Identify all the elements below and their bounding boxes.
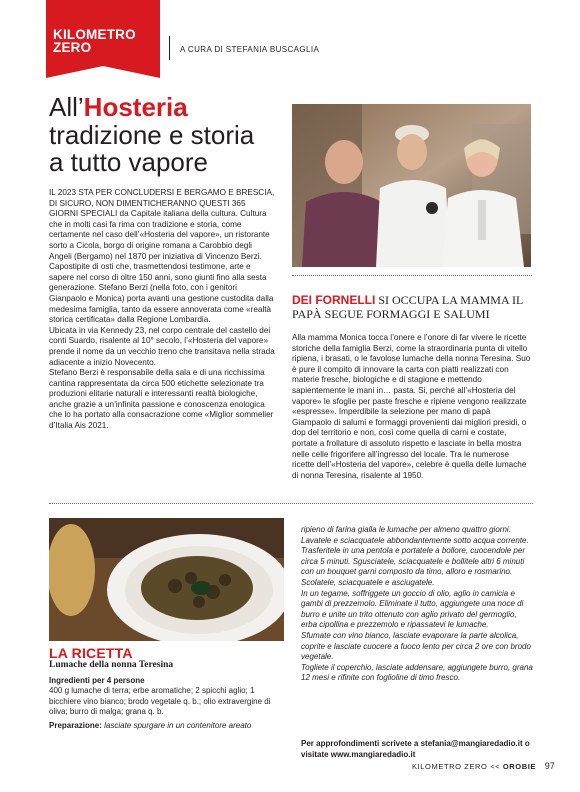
article-left-p1 — [49, 188, 276, 326]
section-tag-notch — [46, 66, 160, 78]
recipe-ingredients — [49, 676, 284, 731]
header-separator — [169, 36, 170, 60]
article-right-p1: Alla mamma Monica tocca l’onere e l’onore di far vivere le ricette storiche della famiglia Berzi, come la straordinaria punta di vitello ripiena, i brasati, o le favolose lumache della nonna Teresina. Suo è pure il compito di innovare la carta con piatti realizzati con materie fresche, biologiche e di stagione e mettendo sapientemente le mani in… pasta. Si, perché all’«Hosteria del vapore» le sfoglie per paste fresche e ripiene vengono realizzate «espresse». Imperdibile la selezione per mano di papà Giampaolo di salumi e formaggi provenienti dai migliori presidi, o dop del territorio e non, così come quella di carni e costate, portate a frollature di assoluto rispetto e lasciate in bella mostra nelle celle frigorifere all’ingresso del locale. Tra le numerose ricette dell’«Hosteria del vapore», celebre è quella delle lumache di nonna Teresina, risalente al 1950. — [292, 333, 531, 480]
subhead-rest: SI OCCUPA LA MAMMA IL PAPÀ SEGUE FORMAGGI E SALUMI — [292, 293, 523, 321]
prep-start-text: lasciate spurgare in un contenitore areato — [101, 720, 252, 730]
page-number: 97 — [544, 761, 555, 771]
section-title-line1: KILOMETRO — [53, 27, 136, 42]
section-title-line2: ZERO — [53, 40, 92, 55]
footer-section: KILOMETRO ZERO — [412, 762, 488, 771]
article-left-p2: Ubicata in via Kennedy 23, nel corpo centrale del castello dei conti Suardo, risalente al 10° secolo, l’«Hosteria del vapore» prende il nome da un vecchio treno che transitava nella strada adiacente a inizio Novecento. — [49, 325, 275, 367]
subhead-accent: DEI FORNELLI — [292, 293, 376, 307]
headline-line2: tradizione e storia — [49, 119, 255, 150]
article-left-p1-text: da Capitale italiana della cultura. Cultura che in molti casi fa rima con tradizione e storia, come certamente nel caso dell’«Hosteria del vapore», un ristorante sorto a Cicola, borgo di origine romana a Carobbio degli Angeli (Bergamo) nel 1870 per iniziativa di Vincenzo Berzi. Capostipite di osti che, trasmettendosi testimone, arte e sapere nel corso di oltre 150 anni, sono giunti fino alla sesta generazione. Stefano Berzi (nella foto, con i genitori Gianpaolo e Monica) porta avanti una gestione custodita dalla medesima famiglia, tanto da essere annoverata come «realtà storica certificata» dalla Regione Lombardia. — [49, 209, 274, 325]
footer-magazine: OROBIE — [502, 762, 537, 771]
article-right-subhead — [292, 293, 532, 321]
recipe-step: Sfumate con vino bianco, lasciate evaporare la parte alcolica, coprite e lasciate cuocere a fuoco lento per circa 2 ore con brodo vegetale. — [301, 630, 531, 662]
ingredients-label: Ingredienti per 4 persone — [49, 676, 145, 685]
byline: A CURA DI STEFANIA BUSCAGLIA — [180, 45, 320, 54]
recipe-title: LA RICETTA — [49, 645, 133, 661]
section-title — [53, 28, 136, 54]
article-right-column — [292, 333, 532, 481]
prep-label: Preparazione: — [49, 720, 102, 730]
family-photo-image — [292, 104, 531, 267]
recipe-photo-image — [49, 518, 284, 641]
recipe-step: Scolatele, sciacquatele e asciugatele. — [301, 577, 435, 587]
headline-prefix: All’ — [49, 92, 84, 122]
recipe-step: In un tegame, soffriggete un goccio di olio, aglio in camicia e gambi di prezzemolo. Eliminate il tutto, aggiungete una noce di burro e unite un trito ottenuto con aglio privato del germoglio, erba cipollina e prezzemolo e ripassatevi le lumache. — [301, 588, 524, 630]
family-photo — [292, 104, 531, 267]
divider-full — [49, 503, 533, 504]
divider-right — [292, 275, 532, 276]
article-left-p3: Stefano Berzi è responsabile della sala e di una ricchissima cantina rappresentata da circa 500 etichette selezionate tra produzioni elitarie naturali e interessanti realtà biologiche, anche grazie a un’infinita passione e conoscenza enologica che lo ha portato alla consacrazione come «Miglior sommelier d’Italia Ais 2021. — [49, 368, 274, 431]
headline — [49, 94, 279, 177]
footer-separator: << — [490, 762, 501, 771]
recipe-step: ripieno di farina gialla le lumache per almeno quattro giorni. Lavatele e sciacquatele abbondantemente sotto acqua corrente. Trasferitele in una pentola e portatele a bollore, cuocendole per circa 5 minuti. Sgusciatele, sciacquatele e bollitele altri 6 minuti con un bouquet garni composto da timo, alloro e rosmarino. — [301, 525, 529, 577]
section-tag — [46, 0, 160, 66]
recipe-steps — [301, 525, 533, 684]
article-lead: IL 2023 STA PER CONCLUDERSI E BERGAMO E BRESCIA, DI SICURO, NON DIMENTICHERANNO QUESTI 365 GIORNI SPECIALI — [49, 188, 275, 219]
contact-info: Per approfondimenti scrivete a stefania@mangiaredadio.it o visitate www.mangiaredadio.it — [301, 739, 530, 759]
preparation-start — [49, 721, 284, 731]
recipe-step: Togliete il coperchio, lasciate addensare, aggiungete burro, grana 12 mesi e rifinite con foglioline di timo fresco. — [301, 662, 533, 683]
page-footer — [412, 761, 555, 771]
recipe-subtitle: Lumache della nonna Teresina — [49, 660, 174, 670]
recipe-photo — [49, 518, 284, 641]
headline-accent: Hosteria — [83, 92, 188, 122]
article-left-column — [49, 188, 276, 432]
headline-line3: a tutto vapore — [49, 147, 208, 177]
ingredients-list: 400 g lumache di terra; erbe aromatiche; 2 spicchi aglio; 1 bicchiere vino bianco; brodo vegetale q. b.; olio extravergine di oliva; burro di malga; grana q. b. — [49, 686, 271, 717]
